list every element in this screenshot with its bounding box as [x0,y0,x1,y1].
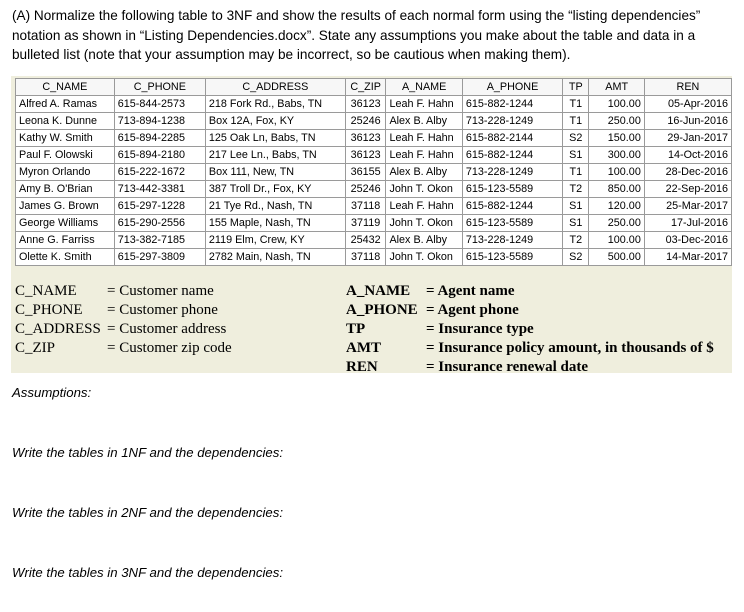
table-cell: 17-Jul-2016 [644,215,731,232]
table-cell: 36123 [345,96,386,113]
1nf-prompt: Write the tables in 1NF and the dependencies: [12,445,284,460]
table-cell: 36123 [345,147,386,164]
legend-description: = Agent name [426,283,515,299]
customer-legend-row [15,301,232,320]
table-cell: 615-882-2144 [462,130,562,147]
table-cell: 713-228-1249 [462,232,562,249]
table-cell: 37118 [345,249,386,266]
column-header: C_ZIP [345,79,386,96]
table-cell: S1 [563,147,589,164]
table-body [16,96,732,266]
column-header: C_ADDRESS [205,79,345,96]
legend-description: = Insurance renewal date [426,359,589,375]
table-cell: 615-844-2573 [114,96,205,113]
table-cell: 14-Oct-2016 [644,147,731,164]
instructions-line-2: notation as shown in “Listing Dependencies.docx”. State any assumptions you make about the table and data in a [12,27,696,43]
table-cell: 217 Lee Ln., Babs, TN [205,147,345,164]
column-header: C_PHONE [114,79,205,96]
table-cell: 615-222-1672 [114,164,205,181]
table-cell: 25246 [345,113,386,130]
table-cell: 37118 [345,198,386,215]
table-cell: T1 [563,113,589,130]
column-header: REN [644,79,731,96]
table-cell: 713-228-1249 [462,164,562,181]
legend-abbreviation: C_PHONE [15,302,83,318]
table-cell: 16-Jun-2016 [644,113,731,130]
table-row [16,96,732,113]
table-cell: 25432 [345,232,386,249]
2nf-prompt: Write the tables in 2NF and the dependencies: [12,505,284,520]
table-cell: 615-123-5589 [462,181,562,198]
column-header: TP [563,79,589,96]
legend-abbreviation: C_ZIP [15,340,56,356]
table-cell: Myron Orlando [16,164,115,181]
table-cell: Alex B. Alby [386,113,462,130]
legend-abbreviation: A_NAME [346,283,411,299]
table-cell: 387 Troll Dr., Fox, KY [205,181,345,198]
agent-legend-row [346,358,714,377]
table-header-row [16,79,732,96]
table-row [16,249,732,266]
table-cell: 615-123-5589 [462,215,562,232]
customer-legend-row [15,282,232,301]
legend-abbreviation: TP [346,321,366,337]
table-cell: 615-297-1228 [114,198,205,215]
table-cell: Paul F. Olowski [16,147,115,164]
table-cell: Amy B. O'Brian [16,181,115,198]
table-cell: George Williams [16,215,115,232]
legend-description: = Customer zip code [107,340,232,356]
table-cell: 36123 [345,130,386,147]
legend-description: = Customer address [107,321,227,337]
table-cell: 150.00 [589,130,644,147]
table-cell: 14-Mar-2017 [644,249,731,266]
table-cell: Leah F. Hahn [386,96,462,113]
table-cell: 250.00 [589,113,644,130]
legend-description: = Insurance type [426,321,534,337]
instructions-paragraph [12,6,736,65]
table-cell: S1 [563,215,589,232]
table-cell: T1 [563,96,589,113]
table-row [16,232,732,249]
legend-abbreviation: AMT [346,340,381,356]
table-cell: 713-894-1238 [114,113,205,130]
table-cell: 713-228-1249 [462,113,562,130]
table-cell: 22-Sep-2016 [644,181,731,198]
table-cell: 615-290-2556 [114,215,205,232]
agent-legend [346,282,714,377]
column-header: A_PHONE [462,79,562,96]
table-row [16,113,732,130]
instructions-line-3: bulleted list (note that your assumption may be incorrect, so be cautious when making them). [12,47,571,62]
table-cell: John T. Okon [386,249,462,266]
table-cell: Anne G. Farriss [16,232,115,249]
table-cell: John T. Okon [386,181,462,198]
column-header: C_NAME [16,79,115,96]
legend-abbreviation: C_ADDRESS [15,321,101,337]
table-cell: 25246 [345,181,386,198]
data-figure [11,76,732,373]
table-row [16,130,732,147]
column-header: AMT [589,79,644,96]
table-cell: S2 [563,249,589,266]
table-cell: Alfred A. Ramas [16,96,115,113]
customer-legend-row [15,339,232,358]
table-cell: 125 Oak Ln, Babs, TN [205,130,345,147]
table-cell: 03-Dec-2016 [644,232,731,249]
table-cell: 615-882-1244 [462,198,562,215]
table-cell: Kathy W. Smith [16,130,115,147]
legend-description: = Insurance policy amount, in thousands of $ [426,340,714,356]
table-row [16,147,732,164]
table-row [16,181,732,198]
table-cell: 615-297-3809 [114,249,205,266]
table-cell: Leona K. Dunne [16,113,115,130]
table-cell: 615-123-5589 [462,249,562,266]
table-cell: 250.00 [589,215,644,232]
table-cell: 120.00 [589,198,644,215]
customer-legend [15,282,232,358]
table-cell: 28-Dec-2016 [644,164,731,181]
table-cell: 05-Apr-2016 [644,96,731,113]
instructions-line-1: (A) Normalize the following table to 3NF and show the results of each normal form using the “listing dependencies” [12,8,701,23]
legend-abbreviation: A_PHONE [346,302,418,318]
table-cell: Leah F. Hahn [386,147,462,164]
table-cell: 615-894-2180 [114,147,205,164]
table-row [16,164,732,181]
table-cell: 25-Mar-2017 [644,198,731,215]
table-cell: 29-Jan-2017 [644,130,731,147]
table-cell: 100.00 [589,232,644,249]
table-cell: 21 Tye Rd., Nash, TN [205,198,345,215]
table-cell: 713-382-7185 [114,232,205,249]
table-cell: 100.00 [589,96,644,113]
table-cell: 36155 [345,164,386,181]
table-cell: S2 [563,130,589,147]
table-cell: 500.00 [589,249,644,266]
table-cell: 615-894-2285 [114,130,205,147]
legend-description: = Customer name [107,283,214,299]
legend-description: = Customer phone [107,302,218,318]
table-cell: 713-442-3381 [114,181,205,198]
agent-legend-row [346,301,714,320]
table-cell: 100.00 [589,164,644,181]
assumptions-prompt: Assumptions: [12,385,92,400]
agent-legend-row [346,320,714,339]
table-row [16,198,732,215]
table-cell: Olette K. Smith [16,249,115,266]
table-row [16,215,732,232]
insurance-table [15,78,732,266]
table-cell: John T. Okon [386,215,462,232]
table-cell: S1 [563,198,589,215]
table-cell: T1 [563,164,589,181]
legend-abbreviation: REN [346,359,378,375]
3nf-prompt: Write the tables in 3NF and the dependencies: [12,565,284,580]
table-cell: Box 111, New, TN [205,164,345,181]
legend-abbreviation: C_NAME [15,283,77,299]
table-cell: T2 [563,232,589,249]
table-cell: 155 Maple, Nash, TN [205,215,345,232]
table-cell: Box 12A, Fox, KY [205,113,345,130]
customer-legend-row [15,320,232,339]
agent-legend-row [346,282,714,301]
table-cell: 300.00 [589,147,644,164]
table-cell: Leah F. Hahn [386,130,462,147]
table-cell: James G. Brown [16,198,115,215]
table-cell: 615-882-1244 [462,96,562,113]
column-header: A_NAME [386,79,462,96]
table-cell: T2 [563,181,589,198]
legend-description: = Agent phone [426,302,519,318]
table-cell: 2782 Main, Nash, TN [205,249,345,266]
table-cell: Alex B. Alby [386,232,462,249]
table-cell: 615-882-1244 [462,147,562,164]
table-cell: Alex B. Alby [386,164,462,181]
table-cell: 218 Fork Rd., Babs, TN [205,96,345,113]
table-cell: Leah F. Hahn [386,198,462,215]
table-cell: 850.00 [589,181,644,198]
agent-legend-row [346,339,714,358]
table-cell: 2119 Elm, Crew, KY [205,232,345,249]
table-cell: 37119 [345,215,386,232]
